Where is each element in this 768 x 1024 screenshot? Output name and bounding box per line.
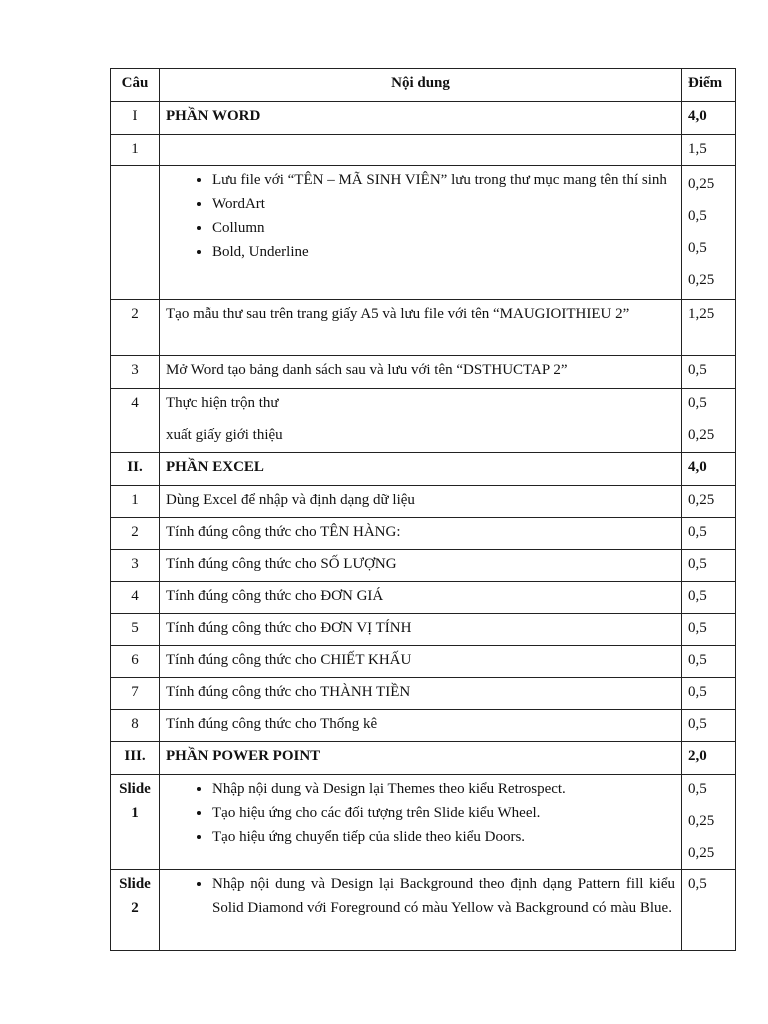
score-value: 0,5 [688, 208, 707, 224]
question-number: 2 [111, 518, 160, 550]
content-line: xuất giấy giới thiệu [166, 427, 283, 443]
slide-label-word: Slide [119, 876, 151, 892]
score-value: 0,25 [688, 427, 715, 443]
question-number: 1 [111, 135, 160, 166]
header-row [111, 69, 736, 102]
section-row-word [111, 102, 736, 135]
question-number: 6 [111, 646, 160, 678]
question-score: 0,5 [682, 614, 736, 646]
header-cau: Câu [111, 69, 160, 102]
table-row [111, 356, 736, 389]
list-item: • Nhập nội dung và Design lại Themes theo kiểu Retrospect. [212, 777, 675, 801]
question-number: 4 [111, 582, 160, 614]
question-content [160, 389, 682, 453]
score-value: 0,5 [688, 781, 707, 797]
question-content: Tính đúng công thức cho Thống kê [160, 710, 682, 742]
question-number [111, 166, 160, 300]
question-score: 0,5 [682, 550, 736, 582]
question-number: 3 [111, 550, 160, 582]
question-number: 3 [111, 356, 160, 389]
question-content: Tính đúng công thức cho THÀNH TIỀN [160, 678, 682, 710]
question-content [160, 166, 682, 300]
list-item: • Collumn [212, 216, 675, 240]
question-content: Tính đúng công thức cho ĐƠN GIÁ [160, 582, 682, 614]
section-title: PHẦN EXCEL [160, 453, 682, 486]
question-score: 0,5 [682, 710, 736, 742]
table-row [111, 870, 736, 951]
list-item: • WordArt [212, 192, 675, 216]
table-row [111, 300, 736, 356]
question-content: Mở Word tạo bảng danh sách sau và lưu với tên “DSTHUCTAP 2” [160, 356, 682, 389]
table-row [111, 775, 736, 870]
question-content: Tính đúng công thức cho SỐ LƯỢNG [160, 550, 682, 582]
list-item: • Lưu file với “TÊN – MÃ SINH VIÊN” lưu trong thư mục mang tên thí sinh [212, 168, 675, 192]
question-scores [682, 775, 736, 870]
section-title: PHẦN POWER POINT [160, 742, 682, 775]
question-score: 0,25 [682, 486, 736, 518]
section-score: 4,0 [682, 102, 736, 135]
header-noi-dung: Nội dung [160, 69, 682, 102]
question-score: 0,5 [682, 356, 736, 389]
header-diem: Điểm [682, 69, 736, 102]
question-content [160, 135, 682, 166]
score-value: 0,5 [688, 240, 707, 256]
table-row [111, 166, 736, 300]
grading-table [110, 68, 736, 951]
question-score: 0,5 [682, 678, 736, 710]
slide-label-number: 1 [131, 805, 139, 821]
table-row [111, 486, 736, 518]
score-value: 0,25 [688, 272, 715, 288]
section-number: I [111, 102, 160, 135]
bullet-list [166, 168, 675, 264]
score-value: 0,25 [688, 176, 715, 192]
section-row-powerpoint [111, 742, 736, 775]
list-item: • Nhập nội dung và Design lại Background theo định dạng Pattern fill kiểu Solid Diamond với Foreground có màu Yellow và Background có màu Blue. [212, 872, 675, 920]
question-score: 0,5 [682, 870, 736, 951]
list-item: • Tạo hiệu ứng cho các đối tượng trên Slide kiểu Wheel. [212, 801, 675, 825]
bullet-list [166, 872, 675, 920]
score-value: 0,25 [688, 845, 715, 861]
question-number: 5 [111, 614, 160, 646]
score-value: 0,5 [688, 395, 707, 411]
question-score: 0,5 [682, 582, 736, 614]
question-number: 2 [111, 300, 160, 356]
table-row [111, 710, 736, 742]
table-row [111, 678, 736, 710]
section-number: III. [111, 742, 160, 775]
question-content: Tạo mẫu thư sau trên trang giấy A5 và lưu file với tên “MAUGIOITHIEU 2” [160, 300, 682, 356]
question-number: 8 [111, 710, 160, 742]
question-content [160, 870, 682, 951]
question-number: 4 [111, 389, 160, 453]
question-score: 1,25 [682, 300, 736, 356]
slide-label [111, 870, 160, 951]
section-score: 4,0 [682, 453, 736, 486]
section-row-excel [111, 453, 736, 486]
question-score: 1,5 [682, 135, 736, 166]
question-scores [682, 166, 736, 300]
question-content: Tính đúng công thức cho TÊN HÀNG: [160, 518, 682, 550]
question-score: 0,5 [682, 518, 736, 550]
list-item: • Bold, Underline [212, 240, 675, 264]
table-row [111, 550, 736, 582]
question-content: Tính đúng công thức cho CHIẾT KHẤU [160, 646, 682, 678]
section-number: II. [111, 453, 160, 486]
question-score: 0,5 [682, 646, 736, 678]
slide-label-number: 2 [131, 900, 139, 916]
question-number: 7 [111, 678, 160, 710]
question-number: 1 [111, 486, 160, 518]
question-scores [682, 389, 736, 453]
slide-label-word: Slide [119, 781, 151, 797]
score-value: 0,25 [688, 813, 715, 829]
slide-label [111, 775, 160, 870]
table-row [111, 614, 736, 646]
section-title: PHẦN WORD [160, 102, 682, 135]
table-row [111, 135, 736, 166]
question-content [160, 775, 682, 870]
table-row [111, 646, 736, 678]
list-item: • Tạo hiệu ứng chuyển tiếp của slide theo kiểu Doors. [212, 825, 675, 849]
table-row [111, 518, 736, 550]
bullet-list [166, 777, 675, 849]
question-content: Dùng Excel để nhập và định dạng dữ liệu [160, 486, 682, 518]
content-line: Thực hiện trộn thư [166, 395, 279, 411]
section-score: 2,0 [682, 742, 736, 775]
table-row [111, 389, 736, 453]
question-content: Tính đúng công thức cho ĐƠN VỊ TÍNH [160, 614, 682, 646]
table-row [111, 582, 736, 614]
